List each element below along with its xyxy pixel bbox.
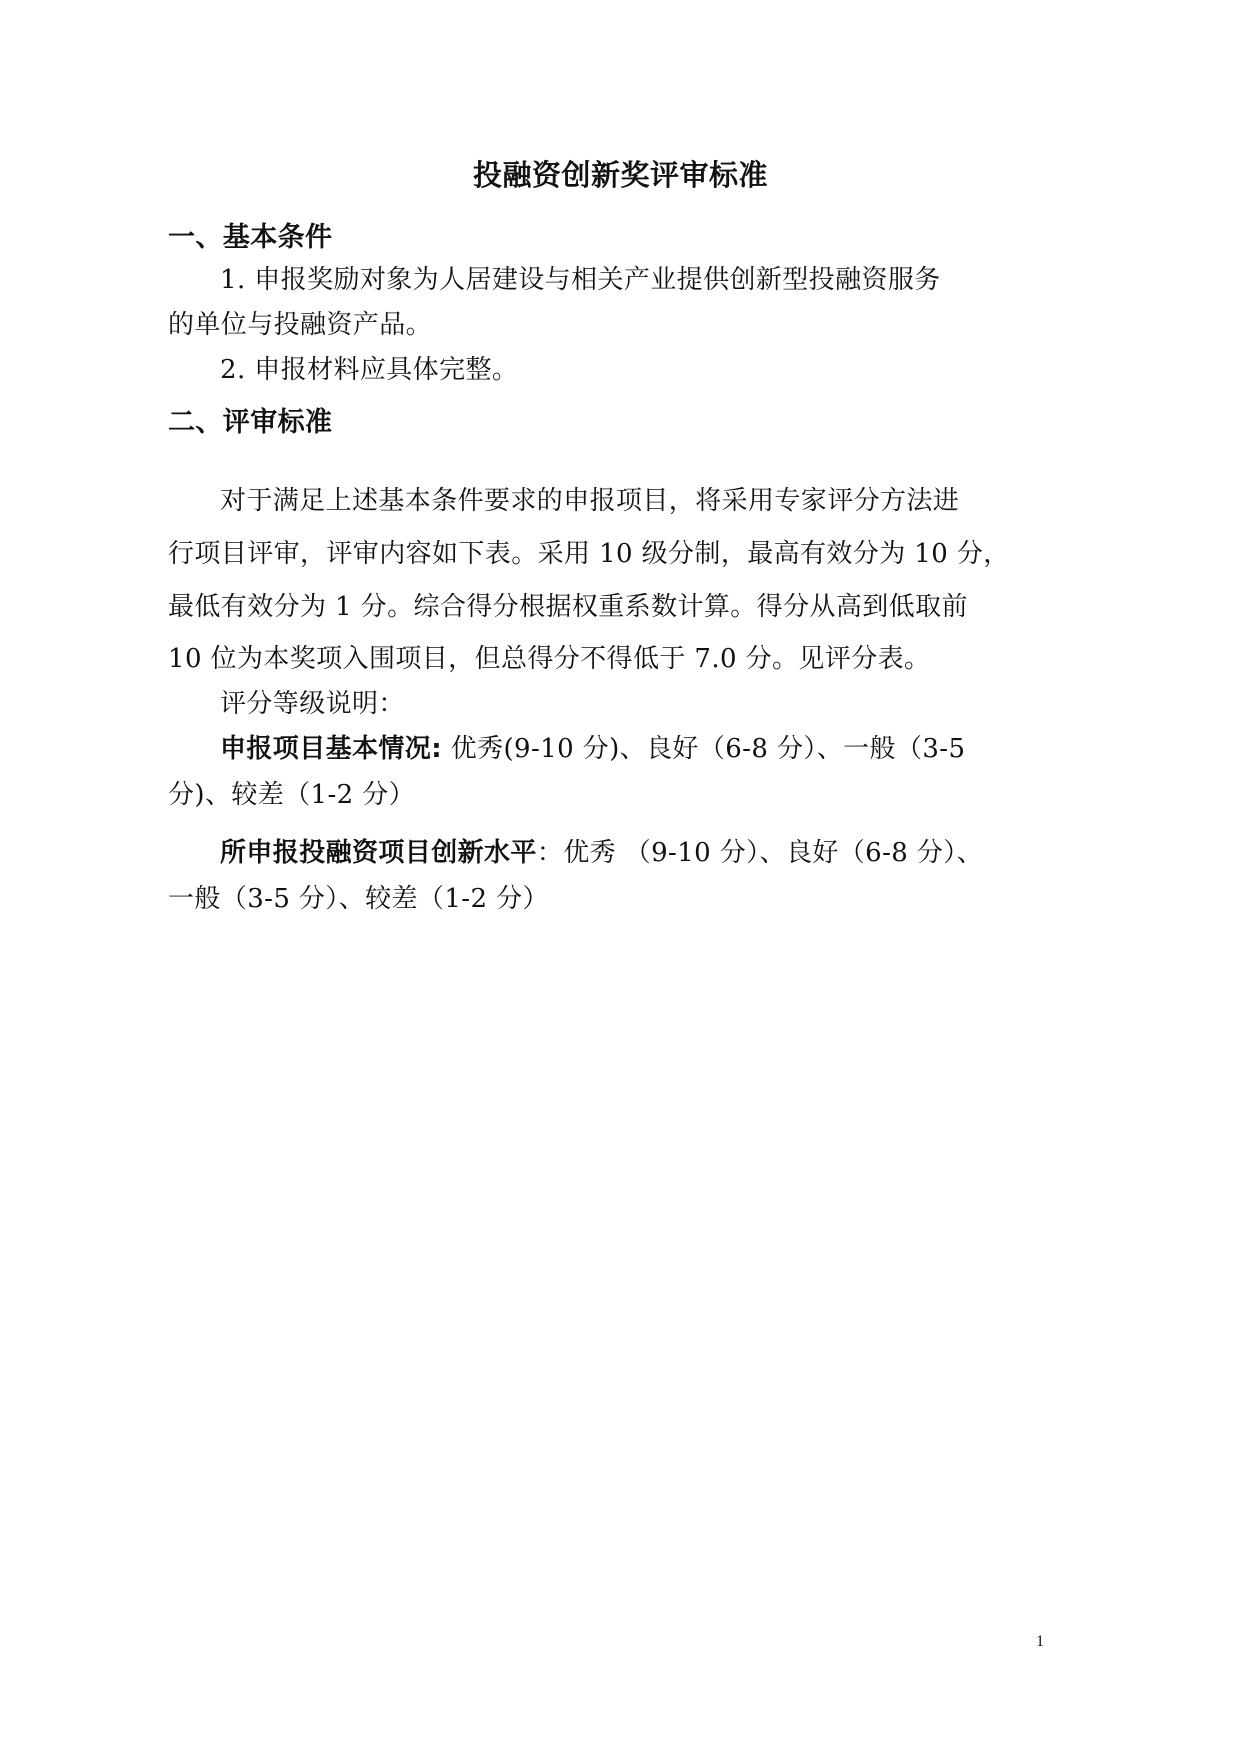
condition-item-2: 2. 申报材料应具体完整。 xyxy=(220,355,519,385)
grade-innovation-label: 所申报投融资项目创新水平 xyxy=(220,838,537,868)
review-paragraph-line-1: 对于满足上述基本条件要求的申报项目，将采用专家评分方法进 xyxy=(220,486,960,516)
review-paragraph-line-4: 10 位为本奖项入围项目，但总得分不得低于 7.0 分。见评分表。 xyxy=(168,644,931,674)
condition-item-1-line-2: 的单位与投融资产品。 xyxy=(168,310,433,340)
grade-basic-label: 申报项目基本情况: xyxy=(220,734,442,764)
grade-basic-scale: 优秀(9-10 分)、良好（6-8 分）、一般（3-5 xyxy=(442,734,966,764)
grade-innovation-line-1 xyxy=(220,837,983,869)
grade-basic-line-2: 分)、较差（1-2 分） xyxy=(168,780,416,810)
review-paragraph-line-3: 最低有效分为 1 分。综合得分根据权重系数计算。得分从高到低取前 xyxy=(168,592,968,622)
section-heading-review-standards: 二、评审标准 xyxy=(168,407,333,438)
grade-basic-line-1 xyxy=(220,733,965,765)
condition-item-1-line-1: 1. 申报奖励对象为人居建设与相关产业提供创新型投融资服务 xyxy=(220,265,941,295)
grade-intro: 评分等级说明： xyxy=(220,689,405,719)
page-number: 1 xyxy=(1036,1633,1044,1650)
review-paragraph-line-2: 行项目评审，评审内容如下表。采用 10 级分制，最高有效分为 10 分， xyxy=(168,539,1010,569)
grade-innovation-line-2: 一般（3-5 分）、较差（1-2 分） xyxy=(168,884,549,914)
section-heading-basic-conditions: 一、基本条件 xyxy=(168,222,333,253)
document-title: 投融资创新奖评审标准 xyxy=(472,158,768,192)
grade-innovation-scale: ：优秀 （9-10 分）、良好（6-8 分）、 xyxy=(536,838,984,868)
